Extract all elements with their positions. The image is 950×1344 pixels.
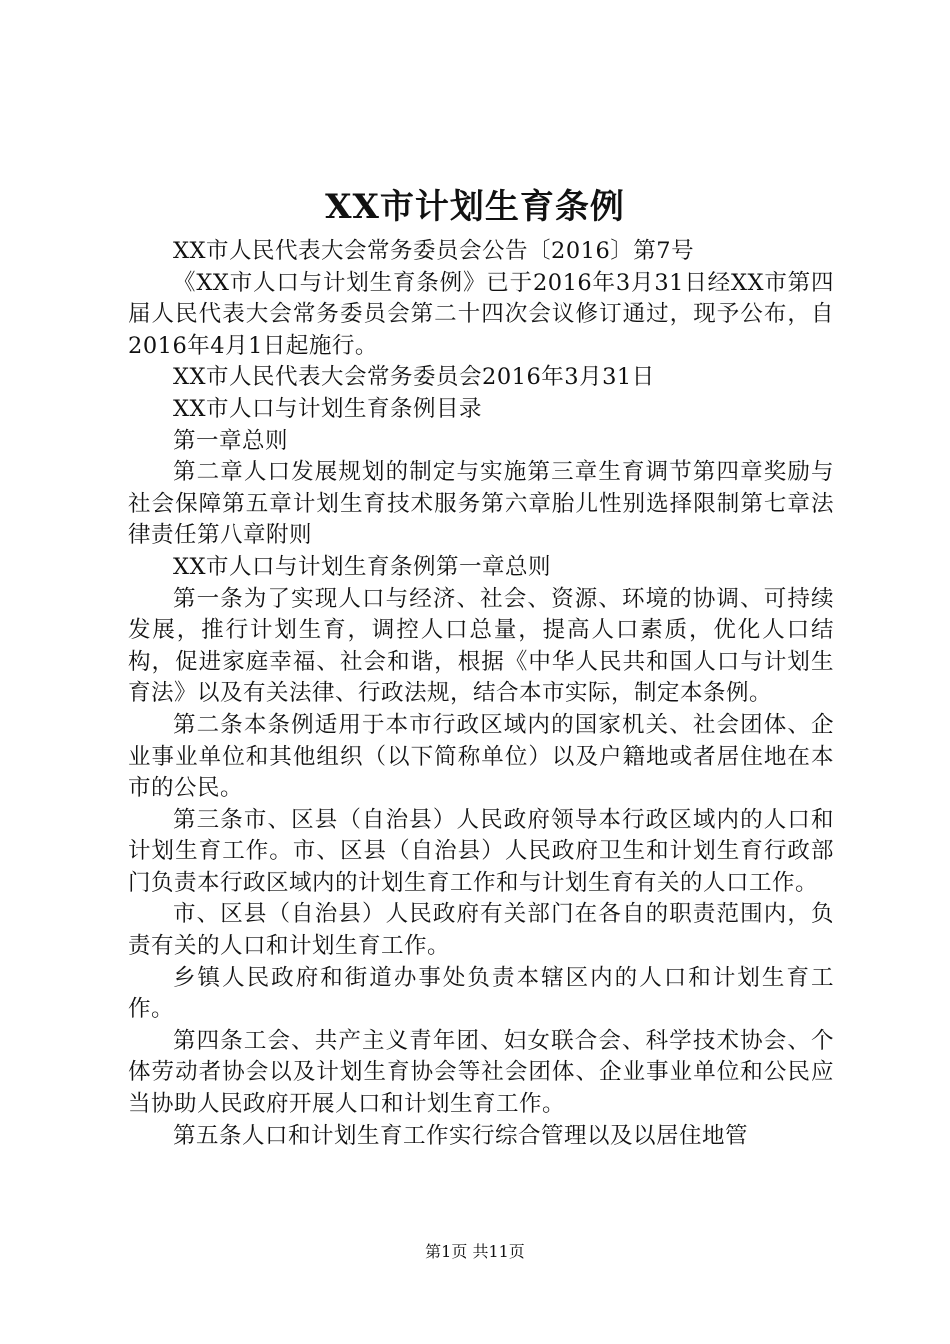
paragraph: 第一条为了实现人口与经济、社会、资源、环境的协调、可持续发展，推行计划生育，调控人口总量，提高人口素质，优化人口结构，促进家庭幸福、社会和谐，根据《中华人民共和国人口与计划生育法》以及有关法律、行政法规，结合本市实际，制定本条例。 xyxy=(128,585,834,707)
paragraph: 市、区县（自治县）人民政府有关部门在各自的职责范围内，负责有关的人口和计划生育工作。 xyxy=(128,901,834,960)
paragraph: XX市人民代表大会常务委员会2016年3月31日 xyxy=(173,364,655,391)
paragraph: XX市人民代表大会常务委员会公告〔2016〕第7号 xyxy=(173,238,695,264)
paragraph: 第二章人口发展规划的制定与实施第三章生育调节第四章奖励与社会保障第五章计划生育技术服务第六章胎儿性别选择限制第七章法律责任第八章附则 xyxy=(128,459,834,549)
paragraph: 第三条市、区县（自治县）人民政府领导本行政区域内的人口和计划生育工作。市、区县（自治县）人民政府卫生和计划生育行政部门负责本行政区域内的计划生育工作和与计划生育有关的人口工作。 xyxy=(128,806,834,896)
document-body xyxy=(128,236,834,1152)
paragraph: 乡镇人民政府和街道办事处负责本辖区内的人口和计划生育工作。 xyxy=(128,964,834,1023)
paragraph: 第一章总则 xyxy=(173,427,289,454)
paragraph: XX市人口与计划生育条例目录 xyxy=(173,395,483,422)
paragraph: XX市人口与计划生育条例第一章总则 xyxy=(173,553,552,580)
document-title: XX市计划生育条例 xyxy=(325,187,625,227)
page-footer: 第1页 共11页 xyxy=(425,1242,525,1261)
paragraph: 第五条人口和计划生育工作实行综合管理以及以居住地管 xyxy=(173,1122,749,1149)
paragraph: 《XX市人口与计划生育条例》已于2016年3月31日经XX市第四届人民代表大会常务委员会第二十四次会议修订通过，现予公布，自2016年4月1日起施行。 xyxy=(128,269,834,359)
paragraph: 第四条工会、共产主义青年团、妇女联合会、科学技术协会、个体劳动者协会以及计划生育协会等社会团体、企业事业单位和公民应当协助人民政府开展人口和计划生育工作。 xyxy=(128,1027,834,1118)
paragraph: 第二条本条例适用于本市行政区域内的国家机关、社会团体、企业事业单位和其他组织（以下简称单位）以及户籍地或者居住地在本市的公民。 xyxy=(128,711,834,802)
